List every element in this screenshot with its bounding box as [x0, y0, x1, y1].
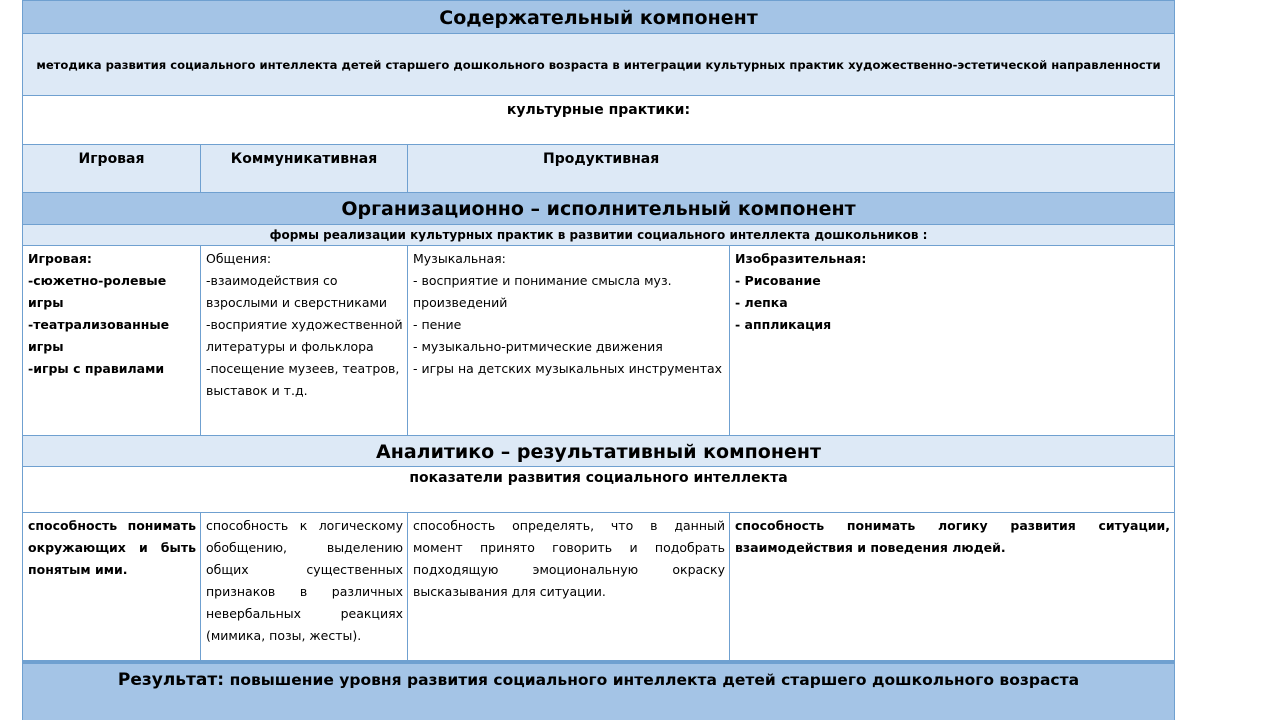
- practice-communicative: Коммуникативная: [230, 151, 378, 167]
- indicator-cell: [200, 513, 407, 660]
- form-item: - аппликация: [735, 317, 832, 332]
- practices-heading-row: [22, 96, 1175, 145]
- form-column-title: Музыкальная:: [413, 251, 506, 266]
- form-item: - пение: [413, 317, 462, 332]
- forms-heading-row: [22, 225, 1175, 246]
- methodology-table: [22, 0, 1175, 720]
- org-component-header: [22, 193, 1175, 225]
- practice-cell: [200, 145, 407, 192]
- form-column-title: Общения:: [206, 251, 272, 266]
- practice-cell: [23, 145, 200, 192]
- form-item: -театрализованные игры: [28, 317, 170, 354]
- indicator-text: способность понимать логику развития ситуации, взаимодействия и поведения людей.: [735, 518, 1170, 555]
- practice-productive: Продуктивная: [543, 151, 660, 167]
- analytic-component-header: [22, 436, 1175, 467]
- form-item: - лепка: [735, 295, 788, 310]
- form-item: -посещение музеев, театров, выставок и т.д.: [206, 361, 400, 398]
- form-column-title: Игровая:: [28, 251, 92, 266]
- methodology-text: методика развития социального интеллекта детей старшего дошкольного возраста в интеграции культурных практик художественно-эстетической направленности: [36, 58, 1161, 72]
- form-column-visual: [729, 246, 1174, 435]
- form-item: -сюжетно-ролевые игры: [28, 273, 167, 310]
- form-column-game: [23, 246, 200, 435]
- indicator-cell: [729, 513, 1174, 660]
- analytic-component-title: Аналитико – результативный компонент: [376, 441, 821, 463]
- form-item: -восприятие художественной литературы и фольклора: [206, 317, 403, 354]
- indicators-heading-row: [22, 467, 1175, 513]
- indicator-text: способность к логическому обобщению, выделению общих существенных признаков в различных невербальных реакциях (мимика, позы, жесты).: [206, 518, 403, 643]
- indicator-cell: [407, 513, 729, 660]
- form-item: - восприятие и понимание смысла муз. произведений: [413, 273, 672, 310]
- indicators-heading: показатели развития социального интеллекта: [409, 470, 788, 486]
- indicators-row: [22, 513, 1175, 661]
- result-text: повышение уровня развития социального интеллекта детей старшего дошкольного возраста: [229, 671, 1080, 689]
- form-item: -взаимодействия со взрослыми и сверстниками: [206, 273, 388, 310]
- practices-row: [22, 145, 1175, 193]
- org-component-title: Организационно – исполнительный компонент: [341, 198, 856, 220]
- practices-heading: культурные практики:: [506, 102, 691, 118]
- indicator-text: способность понимать окружающих и быть понятым ими.: [28, 518, 196, 577]
- indicator-cell: [23, 513, 200, 660]
- form-item: - Рисование: [735, 273, 821, 288]
- form-item: -игры с правилами: [28, 361, 165, 376]
- indicator-text: способность определять, что в данный момент принято говорить и подобрать подходящую эмоциональную окраску высказывания для ситуации.: [413, 518, 725, 599]
- forms-heading: формы реализации культурных практик в развитии социального интеллекта дошкольников :: [269, 228, 928, 242]
- practice-game: Игровая: [78, 151, 145, 167]
- methodology-row: [22, 34, 1175, 96]
- content-component-title: Содержательный компонент: [439, 7, 758, 29]
- form-item: - музыкально-ритмические движения: [413, 339, 663, 354]
- forms-row: [22, 246, 1175, 436]
- form-column-music: [407, 246, 729, 435]
- form-item: - игры на детских музыкальных инструментах: [413, 361, 723, 376]
- form-column-title: Изобразительная:: [735, 251, 867, 266]
- result-row: [22, 661, 1175, 720]
- content-component-header: [22, 0, 1175, 34]
- form-column-communication: [200, 246, 407, 435]
- practice-cell: [407, 145, 1174, 192]
- result-label: Результат:: [117, 670, 225, 690]
